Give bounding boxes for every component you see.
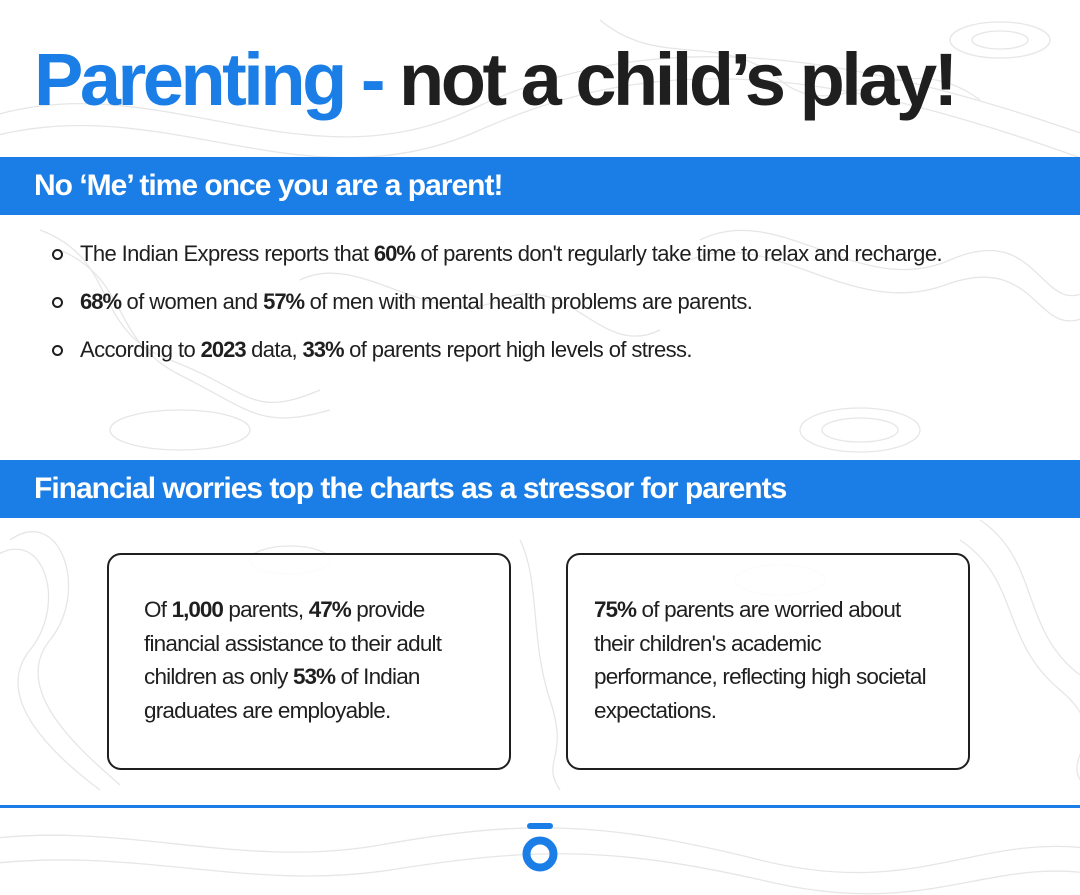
- stat-value: 68%: [80, 289, 122, 314]
- text: of men with mental health problems are parents.: [304, 289, 753, 314]
- section-heading-financial: Financial worries top the charts as a stressor for parents: [0, 460, 1080, 518]
- brand-logo-icon: [519, 823, 561, 873]
- text: of parents don't regularly take time to relax and recharge.: [414, 241, 942, 266]
- stat-value: 57%: [263, 289, 305, 314]
- text: According to: [80, 337, 201, 362]
- text: The Indian Express reports that: [80, 241, 374, 266]
- footer-divider: [0, 805, 1080, 808]
- stat-value: 60%: [373, 241, 415, 266]
- text: of Indian graduates are employable.: [144, 664, 420, 723]
- text: data,: [245, 337, 303, 362]
- text: of parents are worried about their children's academic performance, reflecting high societal expectations.: [594, 597, 926, 723]
- title-rest: not a child’s play!: [399, 38, 955, 121]
- stat-value: 47%: [308, 597, 351, 622]
- list-item: [50, 238, 1010, 269]
- stat-value: 2023: [200, 337, 246, 362]
- bullet-icon: [52, 297, 63, 308]
- stat-value: 1,000: [171, 597, 223, 622]
- list-item: [50, 334, 1010, 365]
- stat-card-academic-worry: [566, 553, 970, 770]
- text: Of: [144, 597, 172, 622]
- list-item: [50, 286, 1010, 317]
- title-highlight: Parenting -: [34, 38, 382, 121]
- stat-value: 53%: [293, 664, 336, 689]
- bullet-icon: [52, 249, 63, 260]
- text: of women and: [121, 289, 264, 314]
- text: parents,: [222, 597, 309, 622]
- stat-value: 33%: [302, 337, 344, 362]
- section-heading-me-time: No ‘Me’ time once you are a parent!: [0, 157, 1080, 215]
- stat-card-financial-assistance: [107, 553, 511, 770]
- bullet-icon: [52, 345, 63, 356]
- text: provide financial assistance to their adult children as only: [144, 597, 442, 689]
- stat-value: 75%: [594, 597, 637, 622]
- page-title: [34, 40, 955, 120]
- card-text: [144, 593, 479, 727]
- stats-list: [50, 238, 1010, 382]
- card-text: [594, 593, 942, 727]
- text: of parents report high levels of stress.: [343, 337, 692, 362]
